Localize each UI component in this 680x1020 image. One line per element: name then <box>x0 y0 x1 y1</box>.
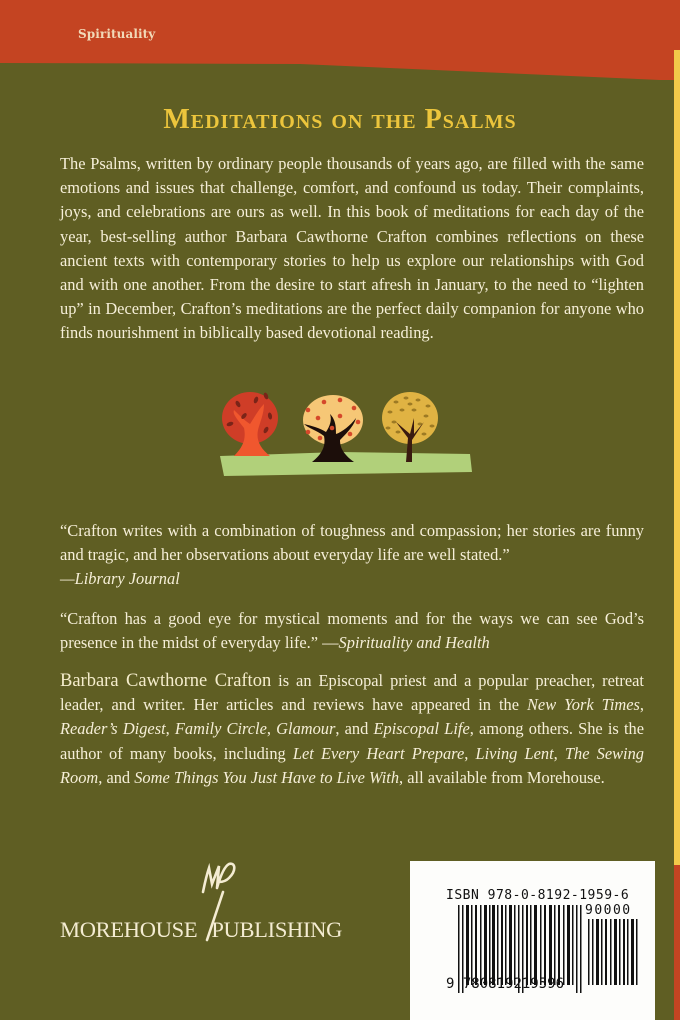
publication-title: Reader’s Digest <box>60 719 166 739</box>
review-source: Spirituality and Health <box>338 633 490 653</box>
review-source-prefix: — <box>322 633 339 653</box>
ean-first-digit: 9 <box>446 976 455 992</box>
bio-text: , among others. She is the author of many books, including <box>60 719 645 763</box>
ean-group-1: 780819 <box>462 976 514 992</box>
review-quote: “Crafton has a good eye for mystical moments and for the ways we can see God’s presence in the midst of everyday life.” <box>60 609 644 653</box>
review-library-journal <box>60 519 644 592</box>
review-source-prefix: — <box>60 569 75 589</box>
book-title-ref: Living Lent <box>475 743 554 763</box>
category-label: Spirituality <box>78 27 156 41</box>
publication-title: Family Circle <box>174 719 267 739</box>
ean-group-2: 219596 <box>513 976 565 992</box>
ean-digits <box>446 976 564 992</box>
description-text: The Psalms, written by ordinary people thousands of years ago, are filled with the same emotions and issues that challenge, comfort, and confound us today. Their complaints, joys, and celebrations are ours as well. In this book of meditations for each day of the year, best-selling author Barbara Cawthorne Crafton combines reflections on these ancient texts with contemporary stories to help us explore our relationships with God and with one another. From the desire to start afresh in January, to the need to “lighten up” in December, Crafton’s meditations are the perfect daily companion for anyone who finds nourishment in biblically based devotional reading. <box>60 154 644 343</box>
publication-title: Glamour <box>276 719 336 739</box>
book-description <box>60 152 644 346</box>
bio-text: , and <box>335 719 374 739</box>
bio-text: , <box>464 743 476 763</box>
price-addon: 90000 <box>585 903 632 918</box>
publication-title: New York Times <box>527 695 640 715</box>
publication-title: Episcopal Life <box>373 719 470 739</box>
author-name: Barbara Cawthorne Crafton <box>60 671 272 691</box>
bio-text: is an Episcopal priest and a popular preacher, retreat leader, and writer. Her articles and reviews have appeared in the <box>60 671 644 715</box>
review-source: Library Journal <box>74 569 180 589</box>
bio-text: , <box>639 695 644 715</box>
publisher-name <box>60 917 342 943</box>
barcode-bars-icon <box>410 861 655 1020</box>
publisher-name-left: MOREHOUSE <box>60 917 198 942</box>
book-title-ref: Some Things You Just Have to Live With <box>134 767 400 787</box>
trees-illustration <box>220 388 480 488</box>
peach-tree-icon <box>303 395 363 462</box>
bio-text: , all available from Morehouse. <box>399 767 605 787</box>
publisher-name-right: PUBLISHING <box>211 917 343 942</box>
review-spirituality-and-health <box>60 607 644 655</box>
edge-strip-yellow <box>674 50 680 865</box>
isbn-label: ISBN 978-0-8192-1959-6 <box>446 888 630 903</box>
bio-text: , and <box>98 767 135 787</box>
bio-text: , <box>266 719 277 739</box>
review-quote: “Crafton writes with a combination of toughness and compassion; her stories are funny and tragic, and her observations about everyday life are well stated.” <box>60 521 644 565</box>
isbn-barcode <box>410 861 655 1020</box>
golden-tree-icon <box>382 392 438 462</box>
book-title-ref: Let Every Heart Prepare <box>292 743 465 763</box>
book-title-ref: The Sewing Room <box>60 743 644 787</box>
bio-text: , <box>165 719 175 739</box>
bio-text: , <box>553 743 565 763</box>
edge-strip-red <box>674 865 680 1020</box>
book-title: Meditations on the Psalms <box>163 104 517 135</box>
author-bio <box>60 669 644 790</box>
red-tree-icon <box>222 392 278 456</box>
publisher-logo <box>60 862 343 952</box>
